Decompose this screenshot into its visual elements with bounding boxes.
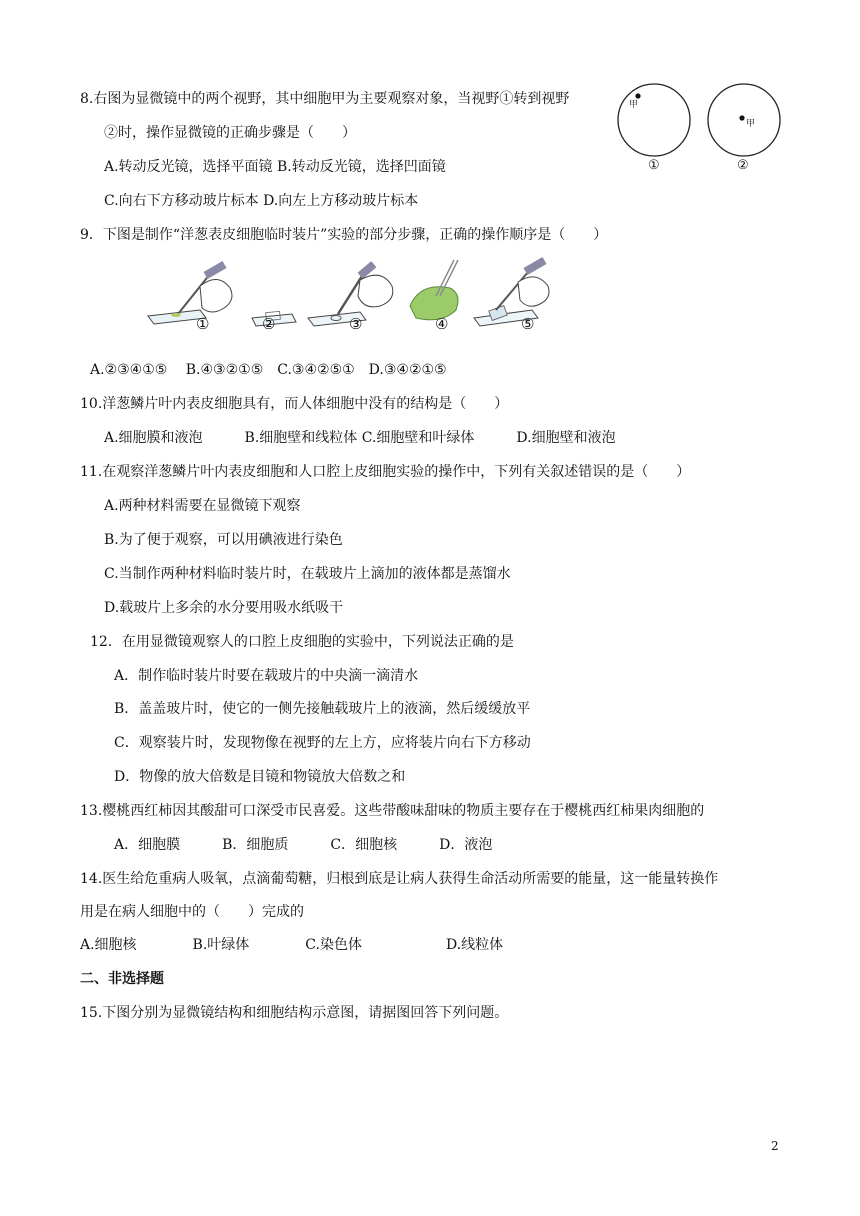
step-label-3: ③	[349, 315, 363, 333]
step-1-illustration	[148, 261, 232, 324]
q13-stem: 13.樱桃西红柿因其酸甜可口深受市民喜爱。这些带酸味甜味的物质主要存在于樱桃西红柿果肉细胞的	[80, 803, 705, 819]
q15-stem: 15.下图分别为显微镜结构和细胞结构示意图，请据图回答下列问题。	[80, 1005, 509, 1021]
cell-label-2: 甲	[746, 119, 756, 129]
q14-stem-line2: 用是在病人细胞中的（ ）完成的	[80, 904, 304, 920]
field-label-2: ②	[737, 158, 749, 173]
q11-option-d: D.载玻片上多余的水分要用吸水纸吸干	[104, 600, 344, 616]
q10-options: A.细胞膜和液泡 B.细胞壁和线粒体 C.细胞壁和叶绿体 D.细胞壁和液泡	[104, 430, 616, 446]
section-title: 二、非选择题	[80, 971, 164, 987]
q14-stem-line1: 14.医生给危重病人吸氧，点滴葡萄糖，归根到底是让病人获得生命活动所需要的能量，这一能量转换作	[80, 871, 719, 887]
q8-options-ab: A.转动反光镜，选择平面镜 B.转动反光镜，选择凹面镜	[104, 159, 446, 175]
cell-dot-2	[739, 115, 744, 120]
q8-stem-line1: 8.右图为显微镜中的两个视野，其中细胞甲为主要观察对象，当视野①转到视野	[80, 91, 570, 107]
q12-option-d: D．物像的放大倍数是目镜和物镜放大倍数之和	[114, 769, 406, 785]
cell-label-1: 甲	[629, 100, 639, 110]
q8-stem-line2: ②时，操作显微镜的正确步骤是（ ）	[104, 125, 356, 141]
field-2-circle	[708, 84, 780, 156]
q11-option-a: A.两种材料需要在显微镜下观察	[104, 498, 301, 514]
field-label-1: ①	[648, 158, 660, 173]
q13-options: A．细胞膜 B．细胞质 C．细胞核 D．液泡	[114, 837, 493, 853]
q11-option-c: C.当制作两种材料临时装片时，在载玻片上滴加的液体都是蒸馏水	[104, 566, 511, 582]
step-label-4: ④	[435, 315, 449, 333]
q9-options: A.②③④①⑤ B.④③②①⑤ C.③④②⑤① D.③④②①⑤	[90, 362, 447, 378]
step-label-1: ①	[196, 315, 210, 333]
q12-option-c: C．观察装片时，发现物像在视野的左上方，应将装片向右下方移动	[114, 735, 531, 751]
field-1-circle	[618, 84, 690, 156]
q10-stem: 10.洋葱鳞片叶内表皮细胞具有，而人体细胞中没有的结构是（ ）	[80, 396, 509, 412]
q9-stem: 9．下图是制作“洋葱表皮细胞临时装片”实验的部分步骤，正确的操作顺序是（ ）	[80, 227, 608, 243]
step-4-illustration	[410, 260, 458, 320]
q12-option-a: A．制作临时装片时要在载玻片的中央滴一滴清水	[114, 668, 419, 684]
microscope-fields-figure	[614, 78, 794, 182]
q14-options: A.细胞核 B.叶绿体 C.染色体 D.线粒体	[80, 937, 504, 953]
q12-option-b: B．盖盖玻片时，使它的一侧先接触载玻片上的液滴，然后缓缓放平	[114, 701, 531, 717]
step-5-illustration	[474, 257, 549, 326]
q8-options-cd: C.向右下方移动玻片标本 D.向左上方移动玻片标本	[104, 193, 419, 209]
step-label-2: ②	[262, 315, 276, 333]
q12-stem: 12．在用显微镜观察人的口腔上皮细胞的实验中，下列说法正确的是	[90, 634, 514, 650]
page-number: 2	[771, 1139, 779, 1153]
q11-stem: 11.在观察洋葱鳞片叶内表皮细胞和人口腔上皮细胞实验的操作中，下列有关叙述错误的是（ ）	[80, 464, 691, 480]
step-label-5: ⑤	[521, 315, 535, 333]
q11-option-b: B.为了便于观察，可以用碘液进行染色	[104, 532, 343, 548]
